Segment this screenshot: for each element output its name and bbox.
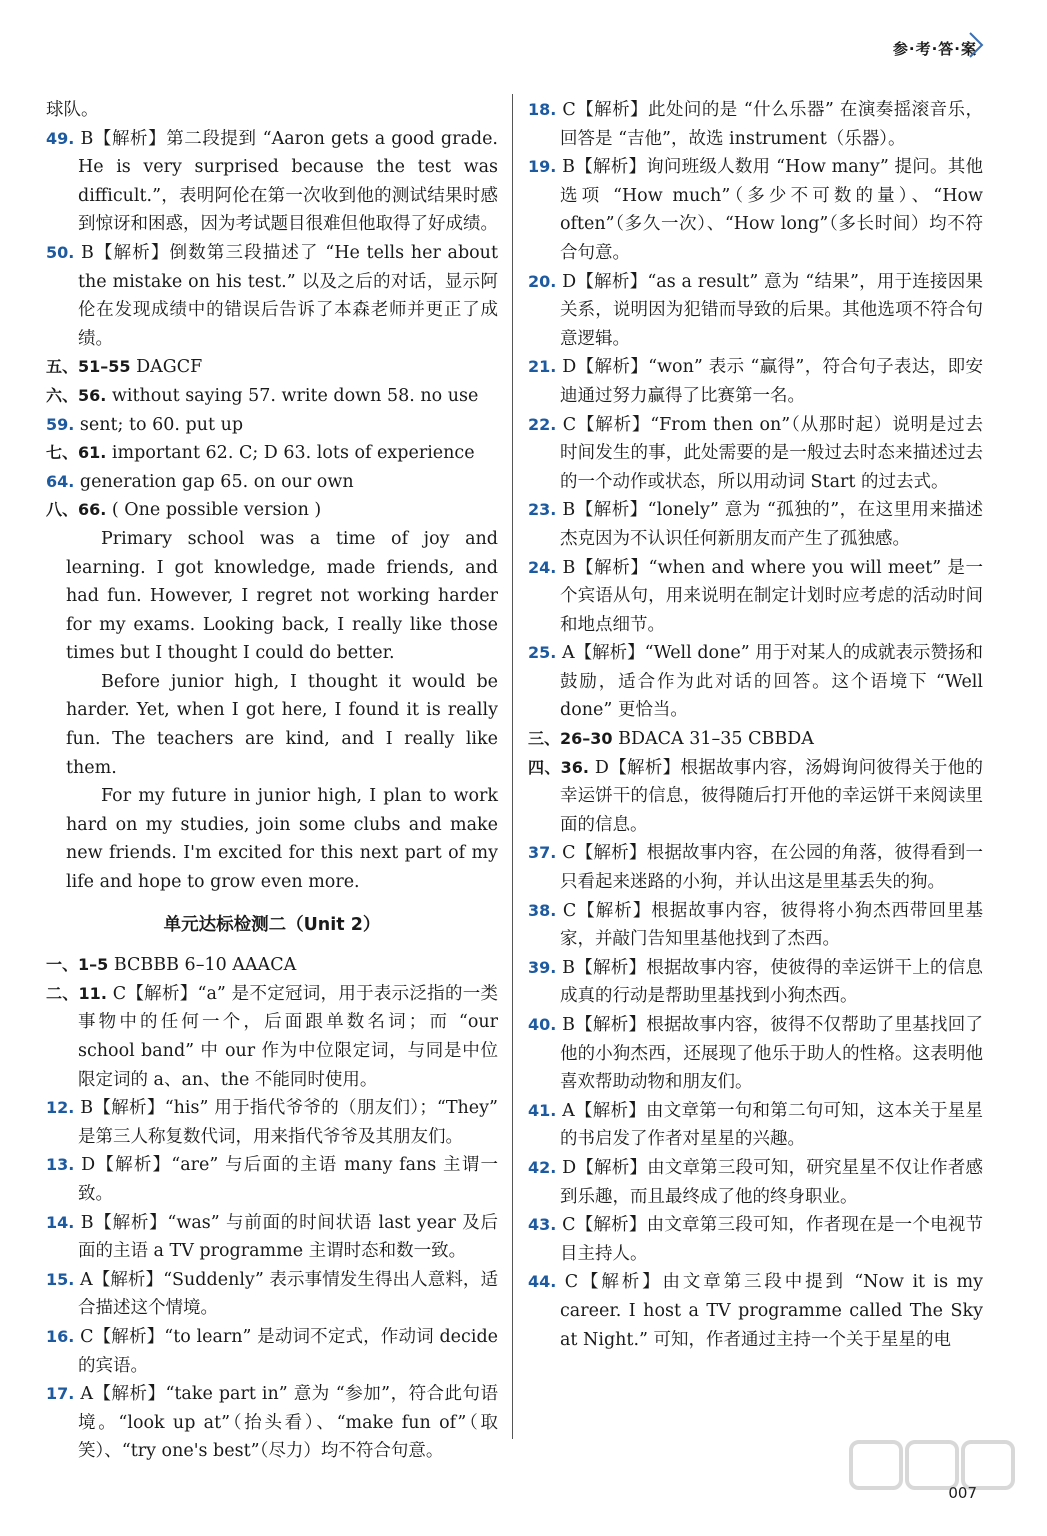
answer-number: 37. <box>528 843 563 863</box>
answer-entry <box>528 96 983 153</box>
answer-number: 13. <box>46 1155 82 1175</box>
answer-text: B【解析】“was” 与前面的时间状语 last year 及后面的主语 a TV programme 主谓时态和数一致。 <box>78 1212 498 1262</box>
answer-number: 18. <box>528 100 563 119</box>
answer-number: 三、26–30 <box>528 729 619 749</box>
answer-number: 49. <box>46 128 81 148</box>
answer-entry <box>528 153 983 267</box>
answer-entry <box>46 1266 498 1323</box>
answer-text: ( One possible version ) <box>111 500 322 521</box>
answer-text: B【解析】“when and where you will meet” 是一个宾语从句，用来说明在制定计划时应考虑的活动时间和地点细节。 <box>560 557 984 635</box>
answer-entry <box>46 96 498 125</box>
chevron-right-icon <box>967 30 985 60</box>
answer-text: without saying 57. write down 58. no use <box>111 385 479 406</box>
answer-entry <box>528 1097 983 1154</box>
left-column <box>46 96 498 1466</box>
answer-number: 43. <box>528 1215 563 1235</box>
answer-number: 25. <box>528 643 562 663</box>
answer-text: BCBBB 6–10 AAACA <box>113 955 297 976</box>
answer-entry <box>46 125 498 239</box>
essay-paragraph: For my future in junior high, I plan to work hard on my studies, join some clubs and make new friends. I'm excited for this next part of my life and hope to grow even more. <box>66 786 498 893</box>
answer-number: 44. <box>528 1272 565 1292</box>
answer-number: 六、56. <box>46 385 112 405</box>
page-header: 参·考·答·案 <box>892 40 977 58</box>
answer-entry <box>46 468 498 497</box>
answer-text: BDACA 31–35 CBBDA <box>618 729 814 750</box>
answer-number: 四、36. <box>528 757 595 777</box>
answer-entry <box>528 897 983 954</box>
answer-number: 39. <box>528 957 563 977</box>
answer-text: DAGCF <box>136 357 203 378</box>
answer-number: 64. <box>46 471 80 491</box>
answer-entry <box>46 951 498 980</box>
answer-entry <box>46 980 498 1094</box>
answer-text: B【解析】倒数第三段描述了 “He tells her about the mistake on his test.” 以及之后的对话，显示阿伦在发现成绩中的错误后告诉了本森老师并更正了成绩。 <box>78 242 498 349</box>
answer-text: C【解析】“to learn” 是动词不定式，作动词 decide 的宾语。 <box>78 1326 498 1376</box>
column-divider <box>512 94 513 1439</box>
answer-text: C【解析】“a” 是不定冠词，用于表示泛指的一类事物中的任何一个，后面跟单数名词；而 “our school band” 中 our 作为中位限定词，与同是中位限定词的 a、an、the 不能同时使用。 <box>78 983 499 1090</box>
answer-text: B【解析】“his” 用于指代爷爷的（朋友们）；“They” 是第三人称复数代词，用来指代爷爷及其朋友们。 <box>78 1098 498 1147</box>
answer-number: 41. <box>528 1100 563 1120</box>
answer-entry <box>46 239 498 353</box>
answer-entry <box>528 353 983 410</box>
answer-text: important 62. C; D 63. lots of experience <box>111 443 475 464</box>
answer-number: 八、66. <box>46 500 112 520</box>
answer-entry <box>46 1209 498 1266</box>
unit-title: 单元达标检测二（Unit 2） <box>163 914 381 935</box>
answer-text: B【解析】询问班级人数用 “How many” 提问。其他选项 “How much”（多少不可数的量）、“How often”（多久一次）、“How long”（多长时间）均不符合句意。 <box>560 157 983 263</box>
answer-text: B【解析】“lonely” 意为 “孤独的”，在这里用来描述杰克因为不认识任何新朋友而产生了孤独感。 <box>560 500 984 549</box>
answer-number: 20. <box>528 271 563 291</box>
answer-number: 42. <box>528 1157 563 1177</box>
answer-entry <box>528 1154 983 1211</box>
answer-number: 一、1–5 <box>46 955 114 975</box>
answer-number: 40. <box>528 1015 563 1034</box>
answer-text: 球队。 <box>46 100 99 120</box>
answer-entry <box>46 1323 498 1380</box>
answer-entry <box>46 353 498 382</box>
answer-number: 五、51–55 <box>46 357 137 377</box>
answer-number: 12. <box>46 1098 81 1118</box>
answer-entry <box>46 411 498 440</box>
answer-entry <box>46 1151 498 1208</box>
answer-number: 17. <box>46 1384 81 1404</box>
answer-text: D【解析】“won” 表示 “赢得”，符合句子表达，即安迪通过努力赢得了比赛第一名。 <box>560 357 983 406</box>
answer-entry <box>528 1268 983 1354</box>
answer-text: C【解析】由文章第三段中提到 “Now it is my career. I host a TV programme called The Sky at Night.” 可知，作者通过主持一个关于星星的电 <box>560 1272 983 1350</box>
answer-number: 22. <box>528 414 563 434</box>
answer-number: 50. <box>46 242 82 262</box>
answer-text: A【解析】“Suddenly” 表示事情发生得出人意料，适合描述这个情境。 <box>78 1269 498 1319</box>
watermark-logo <box>847 1436 1017 1516</box>
answer-number: 15. <box>46 1269 81 1289</box>
answer-entry <box>528 754 983 840</box>
right-column <box>528 96 983 1354</box>
answer-entry <box>46 496 498 525</box>
answer-entry <box>46 1094 498 1151</box>
answer-entry <box>46 439 498 468</box>
answer-number: 38. <box>528 900 563 920</box>
answer-number: 24. <box>528 557 563 577</box>
answer-text: B【解析】根据故事内容，使彼得的幸运饼干上的信息成真的行动是帮助里基找到小狗杰西。 <box>560 957 983 1007</box>
answer-entry <box>528 268 983 354</box>
page-number: 007 <box>948 1484 977 1502</box>
answer-entry <box>528 725 983 754</box>
answer-entry <box>528 639 983 725</box>
answer-text: A【解析】“Well done” 用于对某人的成就表示赞扬和鼓励，适合作为此对话的回答。这个语境下 “Well done” 更恰当。 <box>560 643 983 721</box>
answer-entry <box>528 1211 983 1268</box>
answer-number: 21. <box>528 357 563 377</box>
answer-text: generation gap 65. on our own <box>79 471 354 492</box>
answer-text: A【解析】“take part in” 意为 “参加”，符合此句语境。“look up at”（抬头看）、“make fun of”（取笑）、“try one's best”（尽力）均不符合句意。 <box>78 1384 498 1462</box>
essay-paragraph: Before junior high, I thought it would be harder. Yet, when I got here, I found it is really fun. The teachers are kind, and I really like them. <box>66 671 498 778</box>
answer-text: sent; to 60. put up <box>79 414 244 435</box>
answer-number: 14. <box>46 1212 81 1232</box>
answer-text: C【解析】根据故事内容，在公园的角落，彼得看到一只看起来迷路的小狗，并认出这是里基丢失的狗。 <box>560 843 984 893</box>
answer-entry <box>528 554 983 640</box>
answer-entry <box>528 411 983 497</box>
answer-text: C【解析】“From then on”（从那时起）说明是过去时间发生的事，此处需要的是一般过去时态来描述过去的一个动作或状态，所以用动词 Start 的过去式。 <box>560 414 983 492</box>
answer-number: 59. <box>46 414 80 434</box>
answer-entry <box>528 954 983 1011</box>
answer-number: 19. <box>528 157 563 177</box>
answer-entry <box>46 1380 498 1466</box>
answer-text: D【解析】“as a result” 意为 “结果”，用于连接因果关系，说明因为犯错而导致的后果。其他选项不符合句意逻辑。 <box>560 271 983 349</box>
answer-text: A【解析】由文章第一句和第二句可知，这本关于星星的书启发了作者对星星的兴趣。 <box>560 1100 983 1150</box>
answer-entry <box>528 1011 983 1097</box>
answer-number: 七、61. <box>46 443 112 463</box>
answer-text: C【解析】由文章第三段可知，作者现在是一个电视节目主持人。 <box>560 1215 984 1264</box>
answer-entry <box>528 839 983 896</box>
answer-text: D【解析】“are” 与后面的主语 many fans 主谓一致。 <box>78 1155 498 1204</box>
essay-paragraph: Primary school was a time of joy and learning. I got knowledge, made friends, and had fun. However, I regret not working harder for my exams. Looking back, I really like those times but I thought I could do better. <box>66 528 498 664</box>
answer-text: B【解析】第二段提到 “Aaron gets a good grade. He is very surprised because the test was difficult.”，表明阿伦在第一次收到他的测试结果时感到惊讶和困惑，因为考试题目很难但他取得了好成绩。 <box>78 128 498 235</box>
answer-number: 二、11. <box>46 983 113 1003</box>
answer-text: B【解析】根据故事内容，彼得不仅帮助了里基找回了他的小狗杰西，还展现了他乐于助人的性格。这表明他喜欢帮助动物和朋友们。 <box>560 1015 983 1093</box>
answer-text: C【解析】此处问的是 “什么乐器” 在演奏摇滚音乐，回答是 “吉他”，故选 instrument（乐器）。 <box>560 100 983 149</box>
answer-number: 16. <box>46 1326 81 1346</box>
answer-number: 23. <box>528 500 563 520</box>
answer-text: D【解析】根据故事内容，汤姆询问彼得关于他的幸运饼干的信息，彼得随后打开他的幸运饼干来阅读里面的信息。 <box>560 757 983 835</box>
answer-entry <box>46 382 498 411</box>
answer-entry <box>528 496 983 553</box>
answer-text: D【解析】由文章第三段可知，研究星星不仅让作者感到乐趣，而且最终成了他的终身职业。 <box>560 1157 983 1207</box>
answer-text: C【解析】根据故事内容，彼得将小狗杰西带回里基家，并敲门告知里基他找到了杰西。 <box>560 900 983 950</box>
